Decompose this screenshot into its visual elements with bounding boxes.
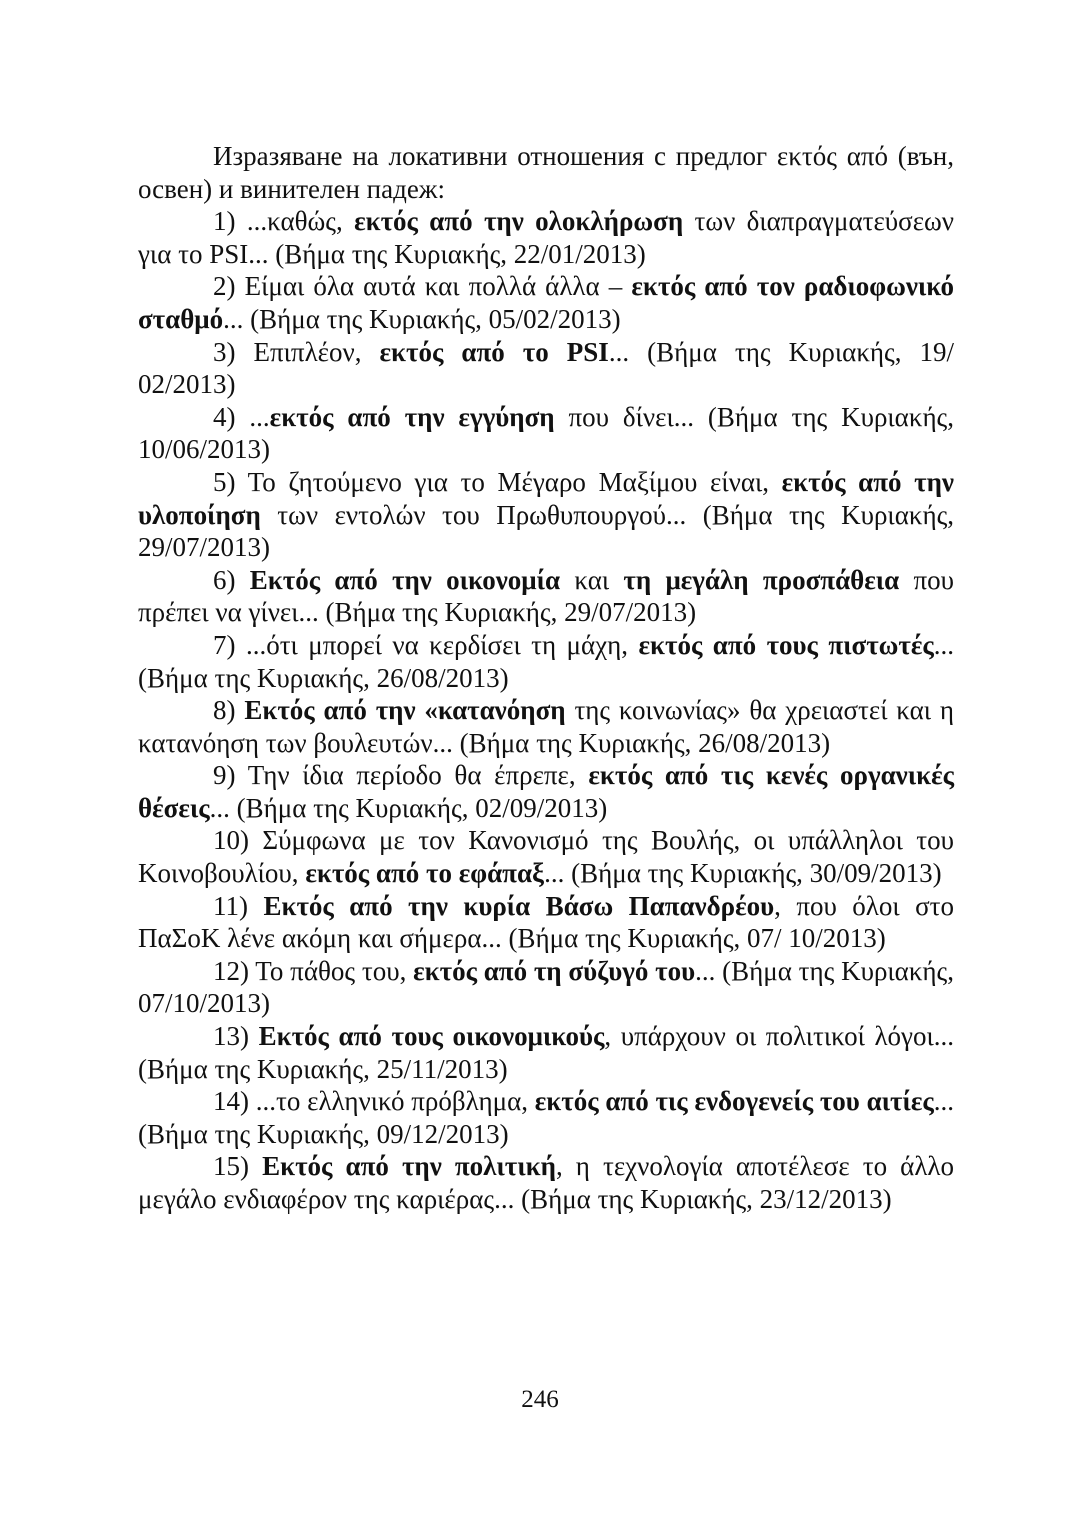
example-text: ... (Βήμα της Κυριακής, 19/ 02/2013) bbox=[138, 336, 955, 400]
example-highlight: εκτός από τη σύζυγό του bbox=[413, 955, 696, 986]
example-number: 2) bbox=[213, 271, 236, 302]
example-1 bbox=[138, 205, 954, 270]
example-text: , η τεχνολογία αποτέλεσε το άλλο μεγάλο ενδιαφέρον της καριέρας... (Βήμα της Κυριακής, 23/12/2013) bbox=[138, 1151, 955, 1214]
example-number: 13) bbox=[213, 1021, 249, 1052]
example-number: 8) bbox=[213, 695, 236, 726]
example-text: , υπάρχουν οι πολιτικοί λόγοι... (Βήμα της Κυριακής, 25/11/2013) bbox=[138, 1021, 954, 1084]
example-text: ... (Βήμα της Κυριακής, 09/12/2013) bbox=[138, 1086, 954, 1149]
example-number: 4) bbox=[213, 401, 236, 432]
example-text: Την ίδια περίοδο θα έπρεπε, bbox=[247, 760, 576, 791]
example-12 bbox=[138, 955, 954, 1020]
example-text: ... (Βήμα της Κυριακής, 26/08/2013) bbox=[138, 629, 955, 693]
example-text: Επιπλέον, bbox=[253, 336, 362, 367]
example-number: 10) bbox=[213, 825, 249, 856]
example-text: , που όλοι στο ΠαΣοΚ λένε ακόμη και σήμερα... (Βήμα της Κυριακής, 07/ 10/2013) bbox=[138, 890, 954, 954]
example-text: ...ότι μπορεί να κερδίσει τη μάχη, bbox=[245, 629, 629, 660]
example-highlight: εκτός από το PSI bbox=[379, 336, 609, 367]
example-2 bbox=[138, 270, 954, 335]
example-5 bbox=[138, 466, 954, 564]
example-text: ... bbox=[249, 401, 270, 432]
example-text: Το πάθος του, bbox=[255, 955, 407, 986]
example-highlight: Εκτός από την «κατανόηση bbox=[244, 695, 566, 726]
example-highlight: εκτός από την εγγύηση bbox=[269, 401, 555, 432]
example-highlight: Εκτός από την οικονομία bbox=[249, 564, 561, 595]
example-text: ... (Βήμα της Κυριακής, 07/10/2013) bbox=[138, 955, 954, 1019]
example-text: ... (Βήμα της Κυριακής, 30/09/2013) bbox=[544, 858, 942, 889]
example-number: 9) bbox=[213, 760, 236, 791]
page-body bbox=[138, 140, 954, 1216]
example-text: Σύμφωνα με τον Κανονισμό της Βουλής, οι υπάλληλοι του Κοινοβουλίου, bbox=[138, 825, 954, 889]
page-number: 246 bbox=[521, 1386, 559, 1413]
example-text: που δίνει... (Βήμα της Κυριακής, 10/06/2013) bbox=[138, 401, 955, 465]
example-13 bbox=[138, 1020, 954, 1085]
example-text: και bbox=[574, 564, 610, 595]
example-text: ...καθώς, bbox=[246, 206, 343, 237]
example-6 bbox=[138, 564, 954, 629]
example-highlight: Εκτός από την κυρία Βάσω Παπανδρέου bbox=[263, 890, 775, 921]
example-text: ...το ελληνικό πρόβλημα, bbox=[255, 1086, 528, 1117]
example-number: 1) bbox=[213, 206, 236, 237]
example-highlight-2: τη μεγάλη προσπάθεια bbox=[623, 564, 900, 595]
example-7 bbox=[138, 629, 954, 694]
example-highlight: εκτός από τους πιστωτές bbox=[638, 629, 934, 660]
example-number: 14) bbox=[213, 1086, 249, 1117]
example-3 bbox=[138, 336, 954, 401]
example-9 bbox=[138, 759, 954, 824]
example-highlight: εκτός από την ολοκλήρωση bbox=[354, 206, 684, 237]
example-4 bbox=[138, 401, 954, 466]
example-text: Είμαι όλα αυτά και πολλά άλλα – bbox=[244, 271, 623, 302]
example-number: 3) bbox=[213, 336, 236, 367]
example-number: 15) bbox=[213, 1151, 249, 1182]
example-highlight: εκτός από τις κενές οργανικές θέσεις bbox=[138, 760, 955, 823]
example-text: της κοινωνίας» θα χρειαστεί και η κατανόηση των βουλευτών... (Βήμα της Κυριακής, 26/08/2013) bbox=[138, 695, 955, 758]
example-number: 5) bbox=[213, 466, 236, 497]
example-highlight: Εκτός από την πολιτική bbox=[262, 1151, 556, 1182]
example-highlight: εκτός από τις ενδογενείς του αιτίες bbox=[534, 1086, 934, 1117]
example-text: ... (Βήμα της Κυριακής, 05/02/2013) bbox=[223, 303, 621, 334]
example-text: ... (Βήμα της Κυριακής, 02/09/2013) bbox=[209, 792, 608, 823]
example-text: των εντολών του Πρωθυπουργού... (Βήμα της Κυριακής, 29/07/2013) bbox=[138, 499, 955, 563]
example-highlight: Εκτός από τους οικονομικούς bbox=[258, 1021, 605, 1052]
example-11 bbox=[138, 890, 954, 955]
example-number: 11) bbox=[213, 890, 248, 921]
example-highlight: εκτός από τον ραδιοφωνικό σταθμό bbox=[138, 271, 955, 334]
example-text: των διαπραγματεύσεων για το PSI... (Βήμα της Κυριακής, 22/01/2013) bbox=[138, 206, 955, 269]
example-text: που πρέπει να γίνει... (Βήμα της Κυριακής, 29/07/2013) bbox=[138, 564, 954, 628]
example-text: Το ζητούμενο για το Μέγαρο Μαξίμου είναι, bbox=[247, 466, 769, 497]
example-highlight: εκτός από την υλοποίηση bbox=[138, 466, 954, 530]
example-number: 7) bbox=[213, 629, 236, 660]
example-8 bbox=[138, 694, 954, 759]
example-number: 12) bbox=[213, 955, 249, 986]
intro-paragraph: Изразяване на локативни отношения с предлог εκτός από (вън, освен) и винителен падеж: bbox=[138, 141, 954, 204]
example-number: 6) bbox=[213, 564, 236, 595]
example-10 bbox=[138, 824, 954, 889]
example-15 bbox=[138, 1150, 954, 1215]
example-highlight: εκτός από το εφάπαξ bbox=[305, 858, 545, 889]
example-14 bbox=[138, 1085, 954, 1150]
